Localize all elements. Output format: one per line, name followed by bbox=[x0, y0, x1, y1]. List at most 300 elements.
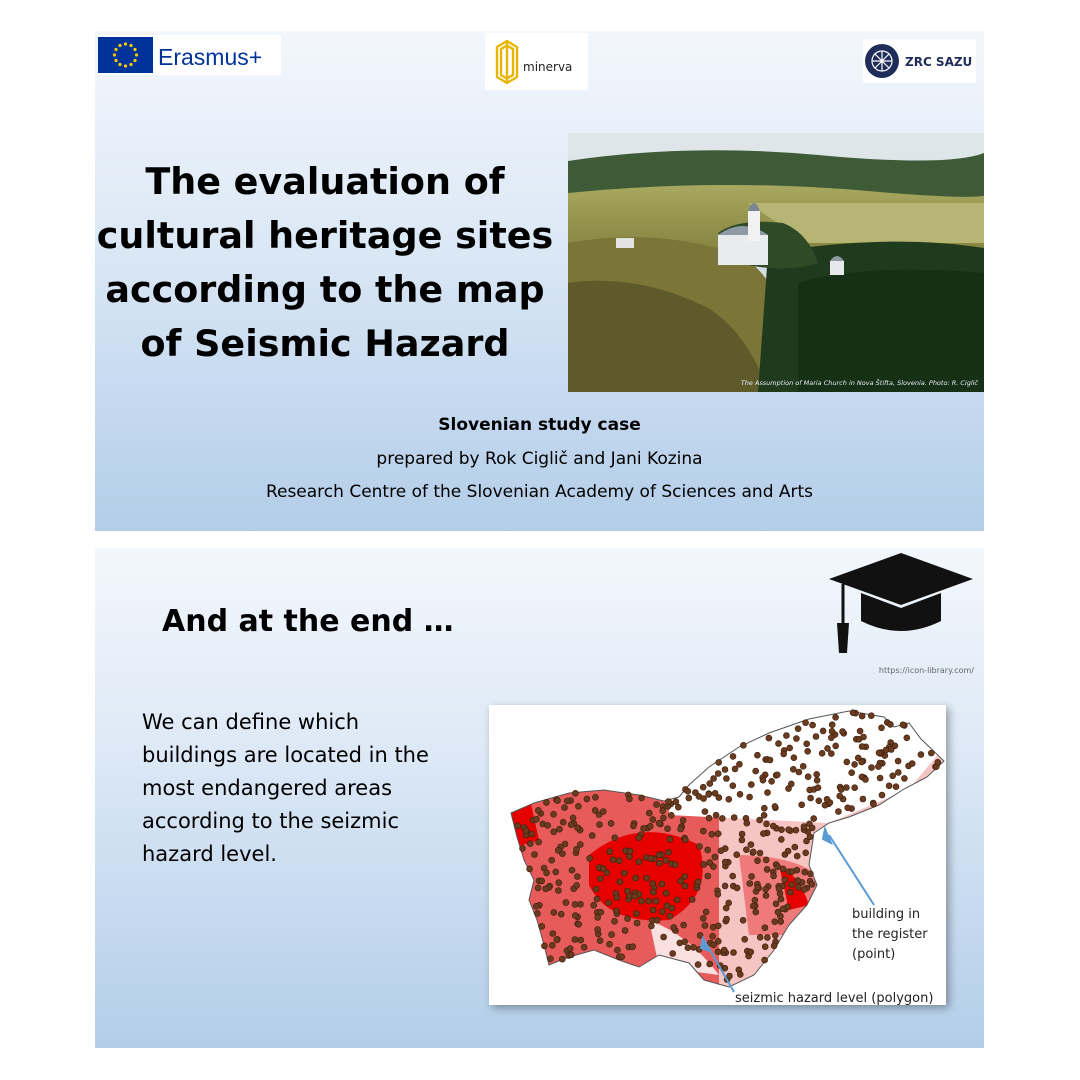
building-point bbox=[755, 885, 761, 891]
building-point bbox=[860, 796, 866, 802]
building-point bbox=[845, 805, 851, 811]
building-point bbox=[730, 783, 736, 789]
building-point bbox=[879, 725, 885, 731]
building-point bbox=[803, 850, 809, 856]
building-point bbox=[541, 943, 547, 949]
building-point bbox=[794, 853, 800, 859]
building-point bbox=[634, 911, 640, 917]
building-point bbox=[648, 923, 654, 929]
building-point bbox=[782, 877, 788, 883]
building-point bbox=[753, 909, 759, 915]
label-line: building in bbox=[852, 907, 921, 922]
building-point bbox=[650, 889, 656, 895]
building-point bbox=[634, 920, 640, 926]
building-point bbox=[781, 751, 787, 757]
building-point bbox=[736, 761, 742, 767]
building-point bbox=[608, 820, 614, 826]
building-point bbox=[886, 783, 892, 789]
building-point bbox=[574, 874, 580, 880]
building-point bbox=[715, 938, 721, 944]
building-point bbox=[786, 827, 792, 833]
building-point bbox=[801, 824, 807, 830]
building-point bbox=[535, 910, 541, 916]
erasmus-logo-text: Erasmus+ bbox=[158, 44, 263, 70]
building-point bbox=[790, 766, 796, 772]
hazard-polygon-label: seizmic hazard level (polygon) bbox=[735, 991, 934, 1006]
building-point bbox=[776, 741, 782, 747]
slide-heading: And at the end … bbox=[162, 604, 454, 639]
building-point bbox=[554, 937, 560, 943]
building-point bbox=[700, 828, 706, 834]
building-point bbox=[774, 772, 780, 778]
building-point bbox=[772, 803, 778, 809]
building-point bbox=[765, 790, 771, 796]
building-point bbox=[787, 745, 793, 751]
building-point bbox=[762, 944, 768, 950]
building-point bbox=[879, 792, 885, 798]
building-point bbox=[904, 735, 910, 741]
building-point bbox=[562, 805, 568, 811]
building-point bbox=[701, 861, 707, 867]
building-point bbox=[614, 947, 620, 953]
building-point bbox=[560, 819, 566, 825]
building-point bbox=[650, 881, 656, 887]
building-point bbox=[770, 823, 776, 829]
erasmus-logo bbox=[98, 35, 281, 75]
building-point bbox=[702, 809, 708, 815]
building-point bbox=[928, 750, 934, 756]
building-point bbox=[810, 722, 816, 728]
building-point bbox=[673, 799, 679, 805]
building-point bbox=[578, 937, 584, 943]
building-point bbox=[532, 852, 538, 858]
building-point bbox=[723, 905, 729, 911]
title-line: according to the map bbox=[105, 268, 545, 311]
building-point bbox=[731, 815, 737, 821]
building-point bbox=[843, 785, 849, 791]
building-point bbox=[697, 843, 703, 849]
zrc-sazu-logo-text: ZRC SAZU bbox=[905, 55, 973, 69]
building-point bbox=[515, 823, 521, 829]
building-point bbox=[625, 916, 631, 922]
building-point bbox=[703, 909, 709, 915]
building-point bbox=[857, 728, 863, 734]
building-point bbox=[543, 799, 549, 805]
label-line: (point) bbox=[852, 947, 896, 962]
building-point bbox=[726, 796, 732, 802]
building-point bbox=[627, 848, 633, 854]
building-point bbox=[653, 898, 659, 904]
building-point bbox=[706, 815, 712, 821]
building-point bbox=[778, 836, 784, 842]
building-point bbox=[626, 854, 632, 860]
title-line: of Seismic Hazard bbox=[140, 322, 510, 365]
building-point bbox=[869, 765, 875, 771]
building-point bbox=[740, 742, 746, 748]
minerva-logo-text: minerva bbox=[523, 60, 573, 74]
building-point bbox=[619, 954, 625, 960]
building-point bbox=[547, 956, 553, 962]
building-point bbox=[606, 900, 612, 906]
building-point bbox=[740, 917, 746, 923]
building-point bbox=[594, 896, 600, 902]
building-point bbox=[829, 722, 835, 728]
building-point bbox=[558, 911, 564, 917]
building-point bbox=[533, 816, 539, 822]
building-point bbox=[852, 761, 858, 767]
building-point bbox=[761, 812, 767, 818]
building-point bbox=[814, 777, 820, 783]
building-point bbox=[766, 735, 772, 741]
building-point bbox=[674, 897, 680, 903]
building-point bbox=[646, 898, 652, 904]
building-point-label bbox=[852, 905, 942, 965]
building-point bbox=[743, 847, 749, 853]
building-point bbox=[577, 842, 583, 848]
title-line: cultural heritage sites bbox=[96, 214, 554, 257]
building-point bbox=[787, 889, 793, 895]
building-point bbox=[545, 822, 551, 828]
building-point bbox=[574, 882, 580, 888]
building-point bbox=[630, 944, 636, 950]
building-point bbox=[763, 893, 769, 899]
building-point bbox=[691, 944, 697, 950]
building-point bbox=[705, 873, 711, 879]
building-point bbox=[757, 934, 763, 940]
building-point bbox=[556, 826, 562, 832]
building-point bbox=[783, 733, 789, 739]
building-point bbox=[660, 808, 666, 814]
building-point bbox=[607, 849, 613, 855]
building-point bbox=[595, 927, 601, 933]
building-point bbox=[572, 790, 578, 796]
building-point bbox=[675, 804, 681, 810]
building-point bbox=[668, 812, 674, 818]
building-point bbox=[568, 952, 574, 958]
building-point bbox=[754, 752, 760, 758]
building-point bbox=[722, 767, 728, 773]
building-point bbox=[805, 774, 811, 780]
building-point bbox=[779, 827, 785, 833]
building-point bbox=[535, 885, 541, 891]
building-point bbox=[710, 933, 716, 939]
building-point bbox=[877, 775, 883, 781]
building-point bbox=[750, 849, 756, 855]
building-point bbox=[833, 714, 839, 720]
building-point bbox=[805, 748, 811, 754]
building-point bbox=[800, 763, 806, 769]
building-point bbox=[859, 713, 865, 719]
minerva-logo bbox=[485, 33, 588, 90]
building-point bbox=[828, 751, 834, 757]
building-point bbox=[844, 759, 850, 765]
building-point bbox=[555, 847, 561, 853]
building-point bbox=[900, 722, 906, 728]
building-point bbox=[648, 856, 654, 862]
building-point bbox=[807, 871, 813, 877]
building-point bbox=[666, 799, 672, 805]
building-point bbox=[600, 809, 606, 815]
building-point bbox=[715, 771, 721, 777]
building-point bbox=[705, 847, 711, 853]
building-point bbox=[718, 848, 724, 854]
building-point bbox=[820, 728, 826, 734]
building-point bbox=[771, 873, 777, 879]
building-point bbox=[610, 857, 616, 863]
body-line: hazard level. bbox=[142, 842, 277, 866]
building-point bbox=[760, 777, 766, 783]
building-point bbox=[523, 828, 529, 834]
building-point bbox=[639, 795, 645, 801]
building-point bbox=[659, 881, 665, 887]
building-point bbox=[667, 913, 673, 919]
building-point bbox=[597, 938, 603, 944]
building-point bbox=[744, 820, 750, 826]
building-point bbox=[824, 796, 830, 802]
label-line: the register bbox=[852, 927, 928, 942]
building-point bbox=[895, 769, 901, 775]
building-point bbox=[901, 775, 907, 781]
building-point bbox=[636, 835, 642, 841]
building-point bbox=[713, 812, 719, 818]
building-point bbox=[613, 908, 619, 914]
seismic-hazard-map bbox=[489, 705, 946, 1005]
building-point bbox=[796, 769, 802, 775]
building-point bbox=[719, 815, 725, 821]
building-point bbox=[553, 869, 559, 875]
building-point bbox=[575, 803, 581, 809]
building-point bbox=[803, 720, 809, 726]
title-line: The evaluation of bbox=[145, 160, 505, 203]
building-point bbox=[712, 854, 718, 860]
building-point bbox=[650, 907, 656, 913]
building-point bbox=[689, 897, 695, 903]
building-point bbox=[792, 844, 798, 850]
building-point bbox=[597, 822, 603, 828]
building-point bbox=[621, 870, 627, 876]
building-point bbox=[578, 901, 584, 907]
building-point bbox=[785, 848, 791, 854]
building-point bbox=[778, 919, 784, 925]
building-point bbox=[748, 782, 754, 788]
building-point bbox=[527, 866, 533, 872]
building-point bbox=[570, 815, 576, 821]
body-line: most endangered areas bbox=[142, 776, 393, 800]
building-point bbox=[799, 802, 805, 808]
building-point bbox=[682, 883, 688, 889]
building-point bbox=[592, 807, 598, 813]
building-point bbox=[724, 916, 730, 922]
building-point bbox=[661, 934, 667, 940]
building-point bbox=[757, 850, 763, 856]
building-point bbox=[816, 798, 822, 804]
building-point bbox=[638, 898, 644, 904]
building-point bbox=[682, 939, 688, 945]
slide-title bbox=[95, 155, 555, 371]
building-point bbox=[614, 895, 620, 901]
building-point bbox=[564, 798, 570, 804]
building-point bbox=[555, 798, 561, 804]
building-point bbox=[592, 794, 598, 800]
building-point bbox=[671, 924, 677, 930]
building-point bbox=[666, 849, 672, 855]
church-landscape-photo bbox=[568, 133, 984, 392]
building-point bbox=[707, 860, 713, 866]
building-point bbox=[789, 869, 795, 875]
building-point bbox=[767, 757, 773, 763]
building-point bbox=[533, 903, 539, 909]
building-point bbox=[788, 882, 794, 888]
building-point bbox=[556, 880, 562, 886]
building-point bbox=[641, 825, 647, 831]
building-point bbox=[757, 817, 763, 823]
building-point bbox=[686, 795, 692, 801]
building-point bbox=[700, 915, 706, 921]
building-point bbox=[656, 860, 662, 866]
building-point bbox=[536, 839, 542, 845]
building-point bbox=[840, 729, 846, 735]
building-point bbox=[775, 864, 781, 870]
building-point bbox=[680, 817, 686, 823]
graduation-cap-icon bbox=[823, 553, 975, 661]
building-point bbox=[572, 913, 578, 919]
building-point bbox=[780, 866, 786, 872]
building-point bbox=[665, 826, 671, 832]
building-point bbox=[551, 811, 557, 817]
building-point bbox=[715, 949, 721, 955]
building-point bbox=[849, 770, 855, 776]
building-point bbox=[660, 815, 666, 821]
building-point bbox=[737, 791, 743, 797]
building-point bbox=[769, 778, 775, 784]
building-point bbox=[609, 932, 615, 938]
building-point bbox=[814, 771, 820, 777]
building-point bbox=[555, 888, 561, 894]
building-point bbox=[600, 866, 606, 872]
building-point bbox=[852, 785, 858, 791]
building-point bbox=[646, 810, 652, 816]
building-point bbox=[706, 791, 712, 797]
building-point bbox=[918, 752, 924, 758]
building-point bbox=[607, 941, 613, 947]
building-point bbox=[711, 776, 717, 782]
building-point bbox=[813, 734, 819, 740]
building-point bbox=[807, 834, 813, 840]
building-point bbox=[644, 875, 650, 881]
building-point bbox=[682, 837, 688, 843]
building-point bbox=[626, 796, 632, 802]
building-point bbox=[597, 876, 603, 882]
building-point bbox=[562, 841, 568, 847]
building-point bbox=[786, 786, 792, 792]
building-point bbox=[809, 825, 815, 831]
conclusion-slide bbox=[95, 548, 984, 1048]
building-point bbox=[654, 917, 660, 923]
building-point bbox=[778, 896, 784, 902]
building-point bbox=[591, 902, 597, 908]
building-point bbox=[772, 919, 778, 925]
building-point bbox=[567, 946, 573, 952]
building-point bbox=[612, 835, 618, 841]
building-point bbox=[747, 881, 753, 887]
building-point bbox=[527, 841, 533, 847]
building-point bbox=[598, 909, 604, 915]
building-point bbox=[633, 875, 639, 881]
building-point bbox=[667, 836, 673, 842]
building-point bbox=[593, 886, 599, 892]
building-point bbox=[749, 873, 755, 879]
building-point bbox=[776, 886, 782, 892]
building-point bbox=[764, 935, 770, 941]
building-point bbox=[722, 859, 728, 865]
building-point bbox=[550, 931, 556, 937]
building-point bbox=[670, 951, 676, 957]
building-point bbox=[659, 909, 665, 915]
building-point bbox=[539, 923, 545, 929]
building-point bbox=[654, 802, 660, 808]
icon-credit: https://icon-library.com/ bbox=[878, 666, 974, 675]
building-point bbox=[722, 883, 728, 889]
building-point bbox=[835, 809, 841, 815]
building-point bbox=[685, 945, 691, 951]
building-point bbox=[685, 788, 691, 794]
building-point bbox=[895, 758, 901, 764]
building-point bbox=[672, 862, 678, 868]
building-point bbox=[837, 793, 843, 799]
building-point bbox=[723, 776, 729, 782]
building-point bbox=[804, 741, 810, 747]
building-point bbox=[632, 893, 638, 899]
building-point bbox=[543, 886, 549, 892]
building-point bbox=[780, 906, 786, 912]
building-point bbox=[850, 710, 856, 716]
building-point bbox=[762, 957, 768, 963]
body-text bbox=[142, 706, 472, 871]
building-point bbox=[576, 921, 582, 927]
building-point bbox=[731, 950, 737, 956]
building-point bbox=[737, 971, 743, 977]
building-point bbox=[829, 728, 835, 734]
building-point bbox=[739, 837, 745, 843]
body-line: buildings are located in the bbox=[142, 743, 429, 767]
building-point bbox=[544, 870, 550, 876]
building-point bbox=[715, 891, 721, 897]
building-point bbox=[764, 866, 770, 872]
zrc-sazu-logo bbox=[863, 39, 976, 83]
photo-caption: The Assumption of Maria Church in Nova Štifta, Slovenia. Photo: R. Ciglič bbox=[740, 379, 978, 387]
building-point bbox=[551, 909, 557, 915]
institution-line: Research Centre of the Slovenian Academy of Sciences and Arts bbox=[265, 482, 814, 502]
building-point bbox=[772, 933, 778, 939]
building-point bbox=[630, 823, 636, 829]
building-point bbox=[584, 796, 590, 802]
building-point bbox=[702, 923, 708, 929]
building-point bbox=[520, 845, 526, 851]
building-point bbox=[559, 956, 565, 962]
building-point bbox=[568, 822, 574, 828]
building-point bbox=[539, 878, 545, 884]
building-point bbox=[721, 947, 727, 953]
building-point bbox=[709, 831, 715, 837]
building-point bbox=[734, 885, 740, 891]
building-point bbox=[893, 784, 899, 790]
study-case-subtitle: Slovenian study case bbox=[438, 415, 641, 435]
building-point bbox=[612, 918, 618, 924]
building-point bbox=[739, 831, 745, 837]
building-point bbox=[795, 878, 801, 884]
building-point bbox=[572, 901, 578, 907]
building-point bbox=[636, 859, 642, 865]
